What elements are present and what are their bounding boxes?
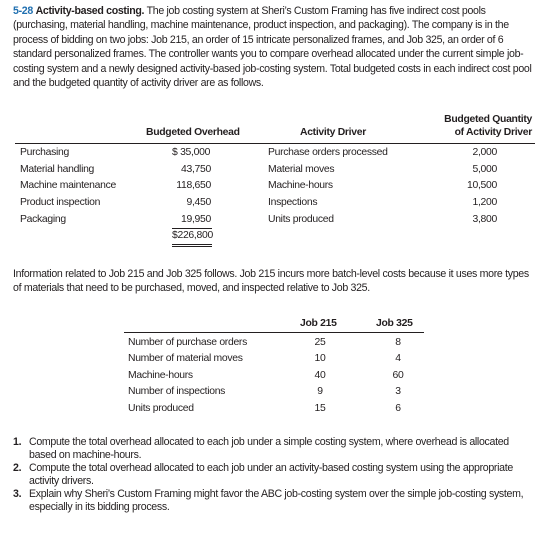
driver-quantity: 1,200 bbox=[472, 197, 497, 208]
job215-value: 25 bbox=[314, 337, 326, 348]
pool-name: Product inspection bbox=[20, 197, 101, 208]
overhead-value: 118,650 bbox=[176, 180, 211, 191]
question-item bbox=[13, 488, 535, 513]
questions-list bbox=[13, 436, 535, 515]
question-number: 2. bbox=[13, 462, 22, 475]
job-info-text: Information related to Job 215 and Job 325 follows. Job 215 incurs more batch-level costs because it uses more types of materials that need to be purchased, moved, and inspected relative to Job 325. bbox=[13, 268, 529, 295]
header-budgeted-quantity: Budgeted Quantity bbox=[444, 114, 532, 125]
header-of-activity-driver: of Activity Driver bbox=[454, 127, 532, 138]
driver-quantity: 3,800 bbox=[472, 214, 497, 225]
job215-value: 9 bbox=[317, 386, 323, 397]
overhead-value: $ 35,000 bbox=[172, 147, 211, 158]
driver-name: Machine-hours bbox=[268, 180, 333, 191]
job325-value: 60 bbox=[392, 370, 404, 381]
table-header-rule bbox=[15, 143, 535, 144]
job325-value: 4 bbox=[395, 353, 401, 364]
job215-value: 10 bbox=[314, 353, 326, 364]
job-row-label: Units produced bbox=[128, 403, 194, 414]
pool-name: Packaging bbox=[20, 214, 66, 225]
overhead-value: 9,450 bbox=[186, 197, 211, 208]
header-job-325: Job 325 bbox=[376, 318, 413, 329]
header-job-215: Job 215 bbox=[300, 318, 337, 329]
job325-value: 3 bbox=[395, 386, 401, 397]
header-activity-driver: Activity Driver bbox=[300, 127, 366, 138]
driver-name: Units produced bbox=[268, 214, 334, 225]
problem-title: Activity-based costing. bbox=[35, 5, 145, 17]
pool-name: Machine maintenance bbox=[20, 180, 116, 191]
question-text: Compute the total overhead allocated to each job under an activity-based costing system using the appropriate activity drivers. bbox=[29, 462, 513, 487]
question-item bbox=[13, 462, 535, 487]
problem-number: 5-28 bbox=[13, 5, 33, 17]
pool-name: Purchasing bbox=[20, 147, 69, 158]
question-item bbox=[13, 436, 535, 461]
question-text: Compute the total overhead allocated to each job under a simple costing system, where overhead is allocated based on machine-hours. bbox=[29, 436, 509, 461]
total-rule-bottom-2 bbox=[172, 246, 212, 247]
driver-name: Inspections bbox=[268, 197, 318, 208]
driver-quantity: 10,500 bbox=[467, 180, 497, 191]
job215-value: 40 bbox=[314, 370, 326, 381]
driver-name: Material moves bbox=[268, 164, 335, 175]
header-budgeted-overhead: Budgeted Overhead bbox=[146, 127, 240, 138]
job325-value: 8 bbox=[395, 337, 401, 348]
pool-name: Material handling bbox=[20, 164, 95, 175]
problem-text: The job costing system at Sheri’s Custom Framing has five indirect cost pools (purchasing, material handling, machine maintenance, product inspection, and packaging). The company is in the process of bidding on two jobs: Job 215, an order of 15 intricate personalized frames, and Job 325, an order of 6 standard personalized frames. The controller wants you to compare overhead allocated under the current simple job-costing system and a newly designed activity-based job-costing system. Total budgeted costs in each indirect cost pool and the budgeted quantity of activity driver are as follows. bbox=[13, 5, 532, 90]
total-rule-bottom-1 bbox=[172, 244, 212, 245]
question-number: 1. bbox=[13, 436, 22, 448]
job215-value: 15 bbox=[314, 403, 326, 414]
overhead-total: $226,800 bbox=[172, 230, 213, 241]
overhead-value: 19,950 bbox=[181, 214, 211, 225]
problem-statement bbox=[13, 4, 535, 90]
job-row-label: Number of inspections bbox=[128, 386, 226, 397]
job-table-header-rule bbox=[124, 332, 424, 333]
job-row-label: Number of material moves bbox=[128, 353, 243, 364]
driver-quantity: 2,000 bbox=[472, 147, 497, 158]
total-rule-top bbox=[172, 228, 212, 229]
job-row-label: Number of purchase orders bbox=[128, 337, 247, 348]
job325-value: 6 bbox=[395, 403, 401, 414]
driver-name: Purchase orders processed bbox=[268, 147, 388, 158]
driver-quantity: 5,000 bbox=[472, 164, 497, 175]
overhead-value: 43,750 bbox=[181, 164, 211, 175]
job-row-label: Machine-hours bbox=[128, 370, 193, 381]
question-text: Explain why Sheri’s Custom Framing might favor the ABC job-costing system over the simple job-costing system, especially in its bidding process. bbox=[29, 488, 524, 513]
question-number: 3. bbox=[13, 488, 22, 501]
